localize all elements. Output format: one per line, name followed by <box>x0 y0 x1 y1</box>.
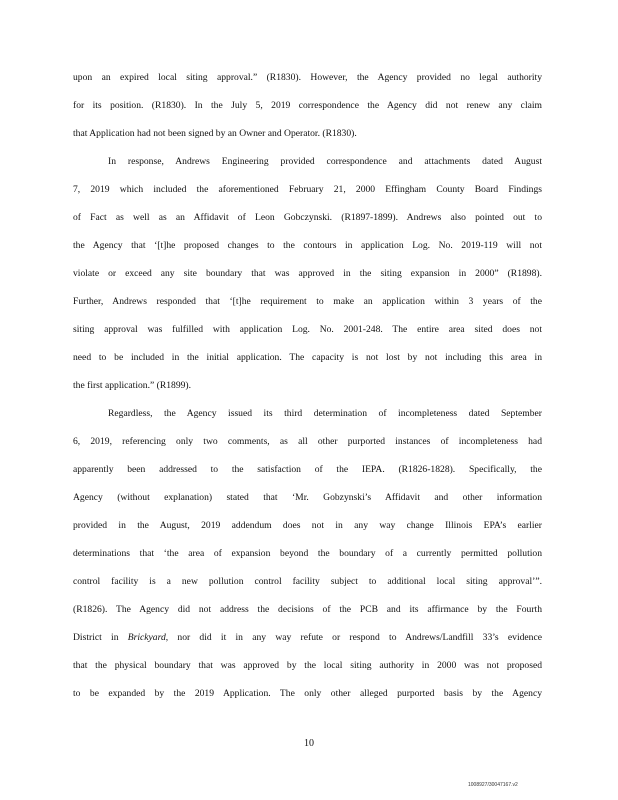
document-id: 1008927/30047167.v2 <box>468 782 518 788</box>
body-line: 7, 2019 which included the aforementioned February 21, 2000 Effingham County Board Findings <box>73 184 542 195</box>
body-line: that the physical boundary that was approved by the local siting authority in 2000 was not proposed <box>73 660 542 671</box>
body-line: 6, 2019, referencing only two comments, as all other purported instances of incompleteness had <box>73 436 542 447</box>
body-line: (R1826). The Agency did not address the decisions of the PCB and its affirmance by the Fourth <box>73 604 542 615</box>
body-line: the first application.” (R1899). <box>73 380 192 391</box>
body-line: control facility is a new pollution control facility subject to additional local siting approval’”. <box>73 576 542 587</box>
body-line: District in Brickyard, nor did it in any way refute or respond to Andrews/Landfill 33’s evidence <box>73 632 542 643</box>
page-number: 10 <box>304 738 314 749</box>
body-line: for its position. (R1830). In the July 5, 2019 correspondence the Agency did not renew any claim <box>73 100 542 111</box>
body-line: violate or exceed any site boundary that was approved in the siting expansion in 2000” (R1898). <box>73 268 542 279</box>
body-line: the Agency that ‘[t]he proposed changes to the contours in application Log. No. 2019-119 will not <box>73 240 542 251</box>
body-line: provided in the August, 2019 addendum does not in any way change Illinois EPA’s earlier <box>73 520 542 531</box>
body-line: to be expanded by the 2019 Application. The only other alleged purported basis by the Agency <box>73 688 542 699</box>
body-line: upon an expired local siting approval.” (R1830). However, the Agency provided no legal authority <box>73 72 542 83</box>
body-line: apparently been addressed to the satisfaction of the IEPA. (R1826-1828). Specifically, the <box>73 464 542 475</box>
body-line: Further, Andrews responded that ‘[t]he requirement to make an application within 3 years of the <box>73 296 542 307</box>
case-name: Brickyard <box>127 632 166 643</box>
body-line: determinations that ‘the area of expansion beyond the boundary of a currently permitted pollution <box>73 548 542 559</box>
body-line: siting approval was fulfilled with application Log. No. 2001-248. The entire area sited does not <box>73 324 542 335</box>
body-line: Agency (without explanation) stated that ‘Mr. Gobzynski’s Affidavit and other information <box>73 492 542 503</box>
body-line: that Application had not been signed by an Owner and Operator. (R1830). <box>73 128 357 139</box>
paragraph-first-line: Regardless, the Agency issued its third determination of incompleteness dated September <box>108 408 542 419</box>
body-line: of Fact as well as an Affidavit of Leon Gobczynski. (R1897-1899). Andrews also pointed out to <box>73 212 542 223</box>
body-line: need to be included in the initial application. The capacity is not lost by not including this area in <box>73 352 542 363</box>
paragraph-first-line: In response, Andrews Engineering provided correspondence and attachments dated August <box>108 156 542 167</box>
